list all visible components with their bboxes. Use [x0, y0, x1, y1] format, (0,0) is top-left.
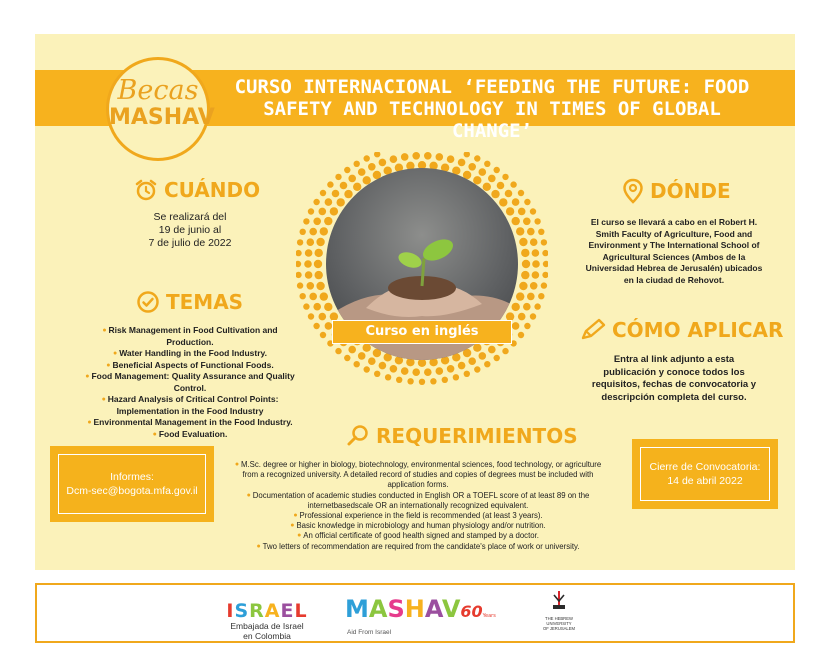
cuando-line: 7 de julio de 2022 — [148, 237, 232, 249]
ring-dot — [516, 292, 524, 300]
israel-sub-2: en Colombia — [243, 631, 291, 641]
ring-dot — [296, 272, 302, 278]
ring-dot — [458, 159, 466, 167]
ring-dot — [436, 153, 444, 161]
ring-dot — [354, 161, 360, 167]
ring-dot — [412, 368, 420, 376]
ring-dot — [502, 348, 508, 354]
list-item: ● Professional experience in the field is recommended (at least 3 years). — [228, 511, 608, 521]
central-photo — [296, 152, 548, 390]
ring-dot — [379, 362, 387, 370]
ring-dot — [532, 249, 540, 257]
ring-dot — [488, 175, 496, 183]
list-item: ● Food Evaluation. — [80, 429, 300, 441]
mashav-sub: Aid From Israel — [347, 629, 392, 636]
ring-dot — [324, 303, 332, 311]
ring-dot — [534, 218, 540, 224]
ring-dot — [521, 271, 529, 279]
israel-sub-1: Embajada de Israel — [230, 621, 304, 631]
ring-dot — [494, 167, 500, 173]
donde-heading — [622, 178, 731, 204]
informes-box — [50, 446, 214, 522]
cuando-text — [120, 211, 260, 250]
ring-dot — [407, 378, 413, 384]
huji-emblem-icon — [550, 590, 568, 612]
ring-dot — [524, 199, 530, 205]
ring-dot — [319, 313, 327, 321]
ring-dot — [512, 303, 520, 311]
huji-sub-3: OF JERUSALEM — [542, 626, 576, 631]
ring-dot — [512, 322, 520, 330]
ring-dot — [344, 355, 350, 361]
ring-dot — [348, 346, 356, 354]
ring-dot — [447, 365, 455, 373]
ring-dot — [506, 207, 514, 215]
hebrew-university-logo — [534, 590, 584, 631]
ring-dot — [332, 190, 340, 198]
ring-dot — [348, 175, 356, 183]
informes-label: Informes: — [110, 471, 154, 483]
ring-dot — [534, 303, 540, 309]
ring-dot — [330, 207, 338, 215]
ring-dot — [532, 271, 540, 279]
badge-line-2: MASHAV — [109, 105, 215, 130]
mashav-logo — [345, 596, 495, 636]
temas-list — [80, 325, 300, 440]
temas-heading — [136, 290, 243, 314]
aplicar-text: Entra al link adjunto a esta publicación y conoce todos los requisitos, fechas de convocatoria y descripción completa del curso. — [591, 354, 757, 403]
ring-dot — [303, 303, 309, 309]
ring-dot — [320, 332, 326, 338]
ring-dot — [484, 161, 490, 167]
course-title: CURSO INTERNACIONAL ‘FEEDING THE FUTURE: FOOD SAFETY AND TECHNOLOGY IN TIMES OF GLOBAL CHANGE’ — [234, 76, 750, 142]
ring-dot — [412, 152, 420, 160]
ring-dot — [379, 159, 387, 167]
ring-dot — [538, 293, 544, 299]
ring-dot — [522, 260, 530, 268]
ring-dot — [464, 371, 470, 377]
ring-dot — [313, 218, 321, 226]
ring-dot — [354, 361, 360, 367]
ring-dot — [530, 208, 536, 214]
ring-dot — [303, 218, 309, 224]
ring-dot — [313, 199, 319, 205]
ring-dot — [541, 239, 547, 245]
ring-dot — [297, 282, 303, 288]
ring-dot — [518, 313, 526, 321]
ring-dot — [430, 378, 436, 384]
ring-dot — [512, 198, 520, 206]
ring-dot — [307, 238, 315, 246]
ring-dot — [364, 155, 370, 161]
ring-dot — [543, 261, 548, 267]
ring-dot — [530, 313, 536, 319]
english-course-label: Curso en inglés — [332, 320, 512, 344]
ring-dot — [296, 250, 302, 256]
ring-dot — [335, 174, 341, 180]
ring-dot — [358, 168, 366, 176]
ring-dot — [488, 346, 496, 354]
israel-embassy-logo — [213, 601, 321, 641]
ring-dot — [436, 367, 444, 375]
list-item: ● Water Handling in the Food Industry. — [80, 348, 300, 360]
ring-dot — [401, 367, 409, 375]
aplicar-heading — [580, 318, 783, 342]
list-item: ● Beneficial Aspects of Functional Foods. — [80, 360, 300, 372]
requerimientos-list — [228, 460, 608, 552]
ring-dot — [374, 152, 380, 157]
ring-dot — [320, 292, 328, 300]
mashav-years: 60 — [460, 602, 483, 621]
ring-dot — [538, 229, 544, 235]
becas-mashav-badge — [106, 57, 215, 161]
ring-dot — [497, 182, 505, 190]
ring-dot — [300, 293, 306, 299]
donde-heading-label: DÓNDE — [650, 179, 731, 203]
aplicar-heading-label: CÓMO APLICAR — [612, 318, 784, 342]
ring-dot — [305, 271, 313, 279]
ring-dot — [479, 352, 487, 360]
badge-line-1: Becas — [117, 75, 199, 106]
ring-dot — [499, 198, 507, 206]
ring-dot — [530, 282, 538, 290]
ring-dot — [308, 313, 314, 319]
list-item: ● Two letters of recommendation are required from the candidate's place of work or university. — [228, 542, 608, 552]
ring-dot — [335, 348, 341, 354]
ring-dot — [309, 293, 317, 301]
ring-dot — [296, 261, 301, 267]
ring-dot — [527, 228, 535, 236]
ring-dot — [297, 239, 303, 245]
ring-dot — [502, 174, 508, 180]
requerimientos-heading-label: REQUERIMIENTOS — [376, 424, 578, 448]
cierre-box — [632, 439, 778, 509]
ring-dot — [305, 249, 313, 257]
ring-dot — [523, 218, 531, 226]
ring-dot — [479, 168, 487, 176]
ring-dot — [307, 282, 315, 290]
ring-dot — [385, 374, 391, 380]
ring-dot — [519, 238, 527, 246]
ring-dot — [453, 374, 459, 380]
ring-dot — [319, 208, 327, 216]
ring-dot — [358, 352, 366, 360]
check-circle-icon — [136, 290, 160, 314]
ring-dot — [541, 282, 547, 288]
ring-dot — [530, 238, 538, 246]
ring-dot — [532, 260, 540, 268]
requerimientos-heading — [346, 424, 578, 448]
ring-dot — [424, 368, 432, 376]
ring-dot — [516, 227, 524, 235]
cierre-label: Cierre de Convocatoria: — [649, 461, 761, 473]
ring-dot — [324, 217, 332, 225]
ring-dot — [458, 362, 466, 370]
ring-dot — [527, 293, 535, 301]
ring-dot — [325, 198, 333, 206]
location-pin-icon — [622, 178, 644, 204]
ring-dot — [468, 163, 476, 171]
huji-sub-2: UNIVERSITY — [546, 621, 572, 626]
ring-dot — [521, 249, 529, 257]
huji-sub-1: THE HEBREW — [545, 616, 573, 621]
ring-dot — [320, 227, 328, 235]
ring-dot — [316, 282, 324, 290]
cuando-heading-label: CUÁNDO — [164, 178, 261, 202]
cuando-heading — [134, 178, 260, 202]
ring-dot — [313, 303, 321, 311]
ring-dot — [524, 323, 530, 329]
informes-email[interactable]: Dcm-sec@bogota.mfa.gov.il — [66, 485, 198, 497]
ring-dot — [484, 361, 490, 367]
list-item: ● Documentation of academic studies conducted in English OR a TOEFL score of at least 89 on the internetbasedscale OR an internationally recognized equivalent. — [228, 491, 608, 511]
ring-dot — [474, 155, 480, 161]
ring-dot — [309, 228, 317, 236]
ring-dot — [344, 167, 350, 173]
ring-dot — [315, 271, 323, 279]
ring-dot — [396, 377, 402, 383]
ring-dot — [474, 366, 480, 372]
list-item: ● Risk Management in Food Cultivation and Production. — [80, 325, 300, 348]
ring-dot — [314, 260, 322, 268]
pencil-icon — [580, 318, 606, 342]
mashav-wordmark: MASHAV60Years — [345, 595, 496, 623]
list-item: ● Hazard Analysis of Critical Control Points: Implementation in the Food Industry — [80, 394, 300, 417]
ring-dot — [327, 181, 333, 187]
ring-dot — [340, 182, 348, 190]
ring-dot — [337, 198, 345, 206]
list-item: ● Basic knowledge in microbiology and human physiology and/or nutrition. — [228, 521, 608, 531]
ring-dot — [419, 379, 425, 385]
ring-dot — [304, 260, 312, 268]
cuando-line: Se realizará del — [153, 211, 227, 223]
ring-dot — [390, 365, 398, 373]
donde-text: El curso se llevará a cabo en el Robert H. Smith Faculty of Agriculture, Food and Environment y The International School of Agricultural Sciences (Ambos de la Universidad Hebrea de Jerusalén) ubicados en la ciudad de Rehovot. — [585, 217, 763, 285]
ring-dot — [315, 249, 323, 257]
temas-heading-label: TEMAS — [166, 290, 244, 314]
ring-dot — [390, 155, 398, 163]
ring-dot — [473, 344, 481, 352]
ring-dot — [464, 152, 470, 157]
list-item: ● An official certificate of good health signed and stamped by a doctor. — [228, 531, 608, 541]
ring-dot — [542, 250, 548, 256]
ring-dot — [505, 190, 513, 198]
cuando-line: 19 de junio al — [158, 224, 222, 236]
ring-dot — [442, 377, 448, 383]
ring-dot — [518, 332, 524, 338]
ring-dot — [512, 217, 520, 225]
ring-dot — [519, 282, 527, 290]
ring-dot — [374, 371, 380, 377]
ring-dot — [468, 357, 476, 365]
ring-dot — [491, 190, 499, 198]
ring-dot — [316, 238, 324, 246]
list-item: ● Environmental Management in the Food Industry. — [80, 417, 300, 429]
ring-dot — [424, 152, 432, 160]
ring-dot — [494, 355, 500, 361]
ring-dot — [401, 153, 409, 161]
ring-dot — [313, 323, 319, 329]
ring-dot — [542, 272, 548, 278]
cierre-date: 14 de abril 2022 — [667, 475, 743, 487]
ring-dot — [308, 208, 314, 214]
ring-dot — [364, 366, 370, 372]
list-item: ● Food Management: Quality Assurance and Quality Control. — [80, 371, 300, 394]
magnifier-icon — [346, 424, 370, 448]
ring-dot — [510, 181, 516, 187]
ring-dot — [447, 155, 455, 163]
ring-dot — [320, 190, 326, 196]
list-item: ● M.Sc. degree or higher in biology, biotechnology, environmental sciences, food technology, or agriculture from a recognized university. A detailed record of studies and copies of degrees must be included with application forms. — [228, 460, 608, 491]
ring-dot — [300, 229, 306, 235]
ring-dot — [523, 303, 531, 311]
ring-dot — [368, 357, 376, 365]
mashav-years-label: Years — [482, 613, 496, 619]
israel-wordmark: ISRAEL — [226, 600, 308, 622]
ring-dot — [518, 190, 524, 196]
ring-dot — [518, 208, 526, 216]
alarm-clock-icon — [134, 178, 158, 202]
ring-dot — [368, 163, 376, 171]
